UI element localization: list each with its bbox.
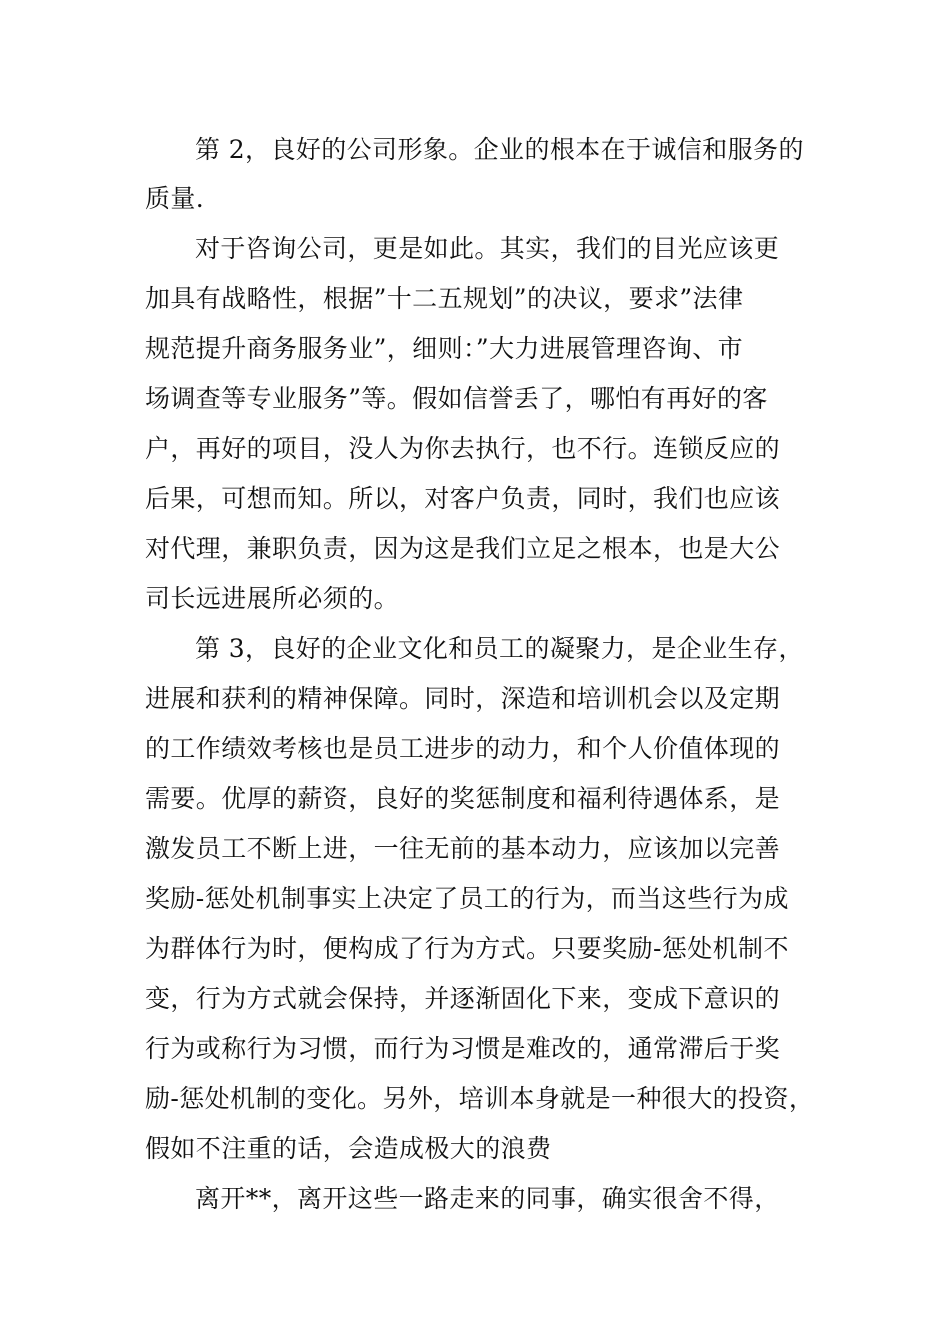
paragraph-line: 后果，可想而知。所以，对客户负责，同时，我们也应该 [145, 484, 781, 513]
paragraph-line: 变，行为方式就会保持，并逐渐固化下来，变成下意识的 [145, 984, 781, 1013]
paragraph-line: 激发员工不断上进，一往无前的基本动力，应该加以完善 [145, 834, 781, 863]
paragraph-line: 对于咨询公司，更是如此。其实，我们的目光应该更 [195, 234, 780, 263]
paragraph-line: 离开**，离开这些一路走来的同事，确实很舍不得， [195, 1184, 780, 1213]
paragraph-line: 的工作绩效考核也是员工进步的动力，和个人价值体现的 [145, 734, 781, 763]
paragraph-line: 奖励-惩处机制事实上决定了员工的行为，而当这些行为成 [145, 884, 789, 913]
paragraph-line: 需要。优厚的薪资，良好的奖惩制度和福利待遇体系，是 [145, 784, 781, 813]
paragraph-line: 第 3，良好的企业文化和员工的凝聚力，是企业生存， [195, 634, 804, 663]
paragraph-line: 质量. [145, 184, 205, 213]
paragraph-line: 司长远进展所必须的。 [145, 584, 400, 613]
paragraph-line: 假如不注重的话，会造成极大的浪费 [145, 1134, 552, 1163]
paragraph-line: 进展和获利的精神保障。同时，深造和培训机会以及定期 [145, 684, 781, 713]
paragraph-line: 行为或称行为习惯，而行为习惯是难改的，通常滞后于奖 [145, 1034, 781, 1063]
paragraph-line: 规范提升商务服务业”，细则：”大力进展管理咨询、市 [145, 334, 744, 363]
paragraph-line: 励-惩处机制的变化。另外，培训本身就是一种很大的投资， [145, 1084, 815, 1113]
paragraph-line: 对代理，兼职负责，因为这是我们立足之根本，也是大公 [145, 534, 781, 563]
paragraph-line: 第 2，良好的公司形象。企业的根本在于诚信和服务的 [195, 135, 804, 164]
paragraph-line: 为群体行为时，便构成了行为方式。只要奖励-惩处机制不 [145, 934, 789, 963]
paragraph-line: 场调查等专业服务”等。假如信誉丢了，哪怕有再好的客 [145, 384, 768, 413]
paragraph-line: 加具有战略性，根据”十二五规划”的决议，要求”法律 [145, 284, 744, 313]
paragraph-line: 户，再好的项目，没人为你去执行，也不行。连锁反应的 [145, 434, 781, 463]
